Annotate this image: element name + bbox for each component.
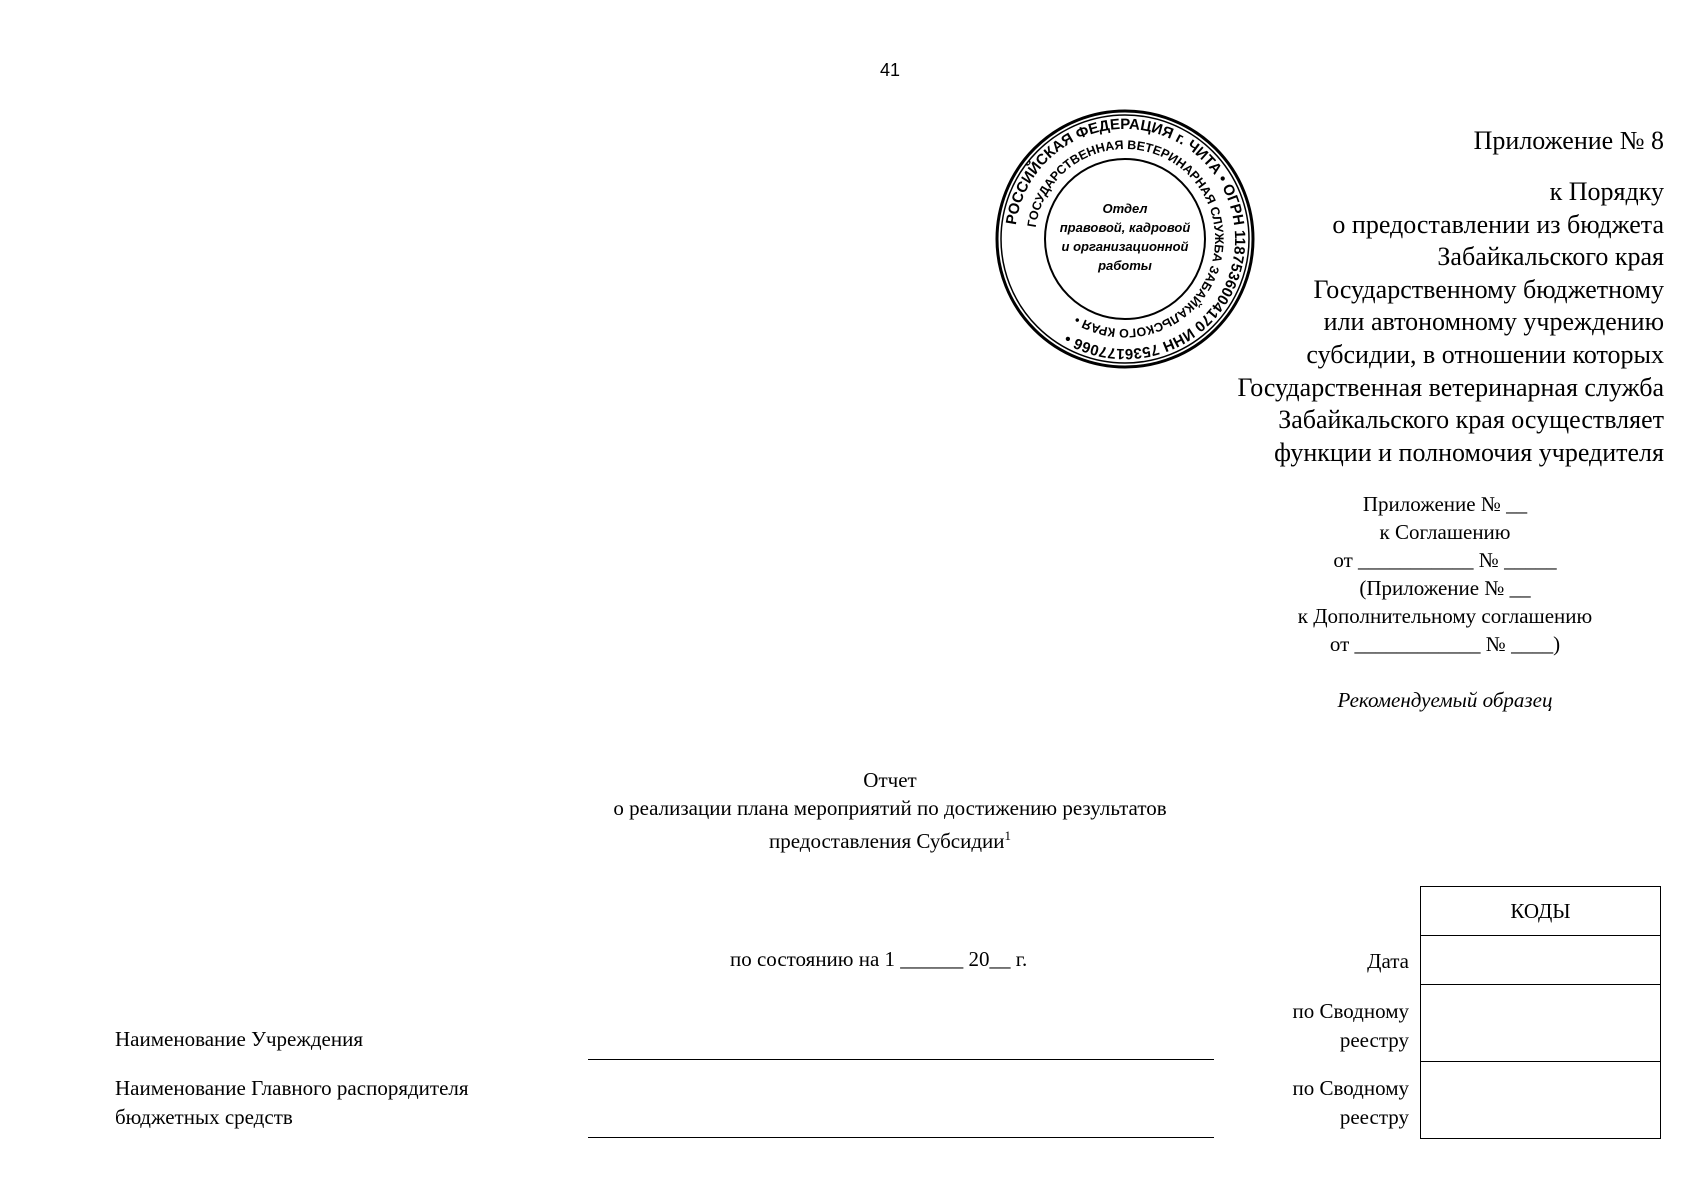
order-line: субсидии, в отношении которых bbox=[1306, 339, 1664, 369]
as-of-date: по состоянию на 1 ______ 20__ г. bbox=[730, 947, 1028, 971]
report-title-line: Отчет bbox=[863, 768, 917, 792]
footnote-mark: 1 bbox=[1004, 828, 1011, 843]
codes-table bbox=[1420, 886, 1661, 1139]
institution-registry-label: по Сводному реестру bbox=[1292, 999, 1409, 1052]
code-row-date bbox=[1421, 936, 1661, 985]
order-line: к Порядку bbox=[1549, 177, 1664, 206]
order-line: Государственному бюджетному bbox=[1313, 274, 1664, 304]
agreement-line: от ___________ № _____ bbox=[1333, 548, 1557, 572]
svg-text:и организационной: и организационной bbox=[1061, 239, 1189, 254]
svg-text:РОССИЙСКАЯ ФЕДЕРАЦИЯ г. ЧИТА •: РОССИЙСКАЯ ФЕДЕРАЦИЯ г. ЧИТА • ОГРН 1187536004170 ИНН 7536177066 • bbox=[1002, 115, 1249, 363]
report-title-text: предоставления Субсидии bbox=[768, 829, 1005, 853]
agreement-line: от ____________ № ____) bbox=[1329, 632, 1561, 656]
order-reference bbox=[964, 176, 1664, 469]
page-number: 41 bbox=[880, 60, 901, 80]
svg-text:ГОСУДАРСТВЕННАЯ ВЕТЕРИНАРНАЯ С: ГОСУДАРСТВЕННАЯ ВЕТЕРИНАРНАЯ СЛУЖБА ЗАБАЙКАЛЬСКОГО КРАЯ • bbox=[1024, 137, 1227, 341]
sample-label: Рекомендуемый образец bbox=[1337, 688, 1553, 712]
report-title-line bbox=[400, 822, 1380, 855]
svg-text:правовой, кадровой: правовой, кадровой bbox=[1059, 220, 1191, 235]
institution-label: Наименование Учреждения bbox=[115, 1027, 363, 1051]
svg-text:работы: работы bbox=[1098, 258, 1152, 273]
order-line: Государственная ветеринарная служба bbox=[1237, 372, 1664, 402]
order-line: Забайкальского края осуществляет bbox=[1278, 405, 1664, 435]
code-row-manager bbox=[1421, 1062, 1661, 1139]
agreement-line: к Соглашению bbox=[1379, 520, 1511, 544]
code-cell-institution-registry[interactable] bbox=[1421, 985, 1661, 1062]
manager-label: Наименование Главного распорядителя бюджетных средств bbox=[115, 1076, 469, 1129]
report-title-line: о реализации плана мероприятий по достижению результатов bbox=[613, 796, 1167, 820]
order-line: о предоставлении из бюджета bbox=[1332, 209, 1664, 239]
code-cell-manager-registry[interactable] bbox=[1421, 1062, 1661, 1139]
appendix-title: Приложение № 8 bbox=[1473, 126, 1664, 155]
report-title bbox=[400, 766, 1380, 855]
code-row-institution bbox=[1421, 985, 1661, 1062]
manager-fill-line[interactable] bbox=[588, 1137, 1214, 1138]
code-cell-date[interactable] bbox=[1421, 936, 1661, 985]
date-label: Дата bbox=[1367, 949, 1409, 973]
agreement-reference bbox=[1200, 490, 1690, 658]
codes-header-row bbox=[1421, 887, 1661, 936]
order-line: Забайкальского края bbox=[1437, 242, 1664, 272]
svg-text:Отдел: Отдел bbox=[1102, 201, 1148, 216]
agreement-line: к Дополнительному соглашению bbox=[1297, 604, 1593, 628]
order-line: функции и полномочия учредителя bbox=[1274, 437, 1664, 467]
codes-header: КОДЫ bbox=[1421, 887, 1661, 936]
order-line: или автономному учреждению bbox=[1323, 307, 1664, 337]
manager-registry-label: по Сводному реестру bbox=[1292, 1076, 1409, 1129]
institution-fill-line[interactable] bbox=[588, 1059, 1214, 1060]
agreement-line: Приложение № __ bbox=[1362, 492, 1528, 516]
agreement-line: (Приложение № __ bbox=[1359, 576, 1531, 600]
